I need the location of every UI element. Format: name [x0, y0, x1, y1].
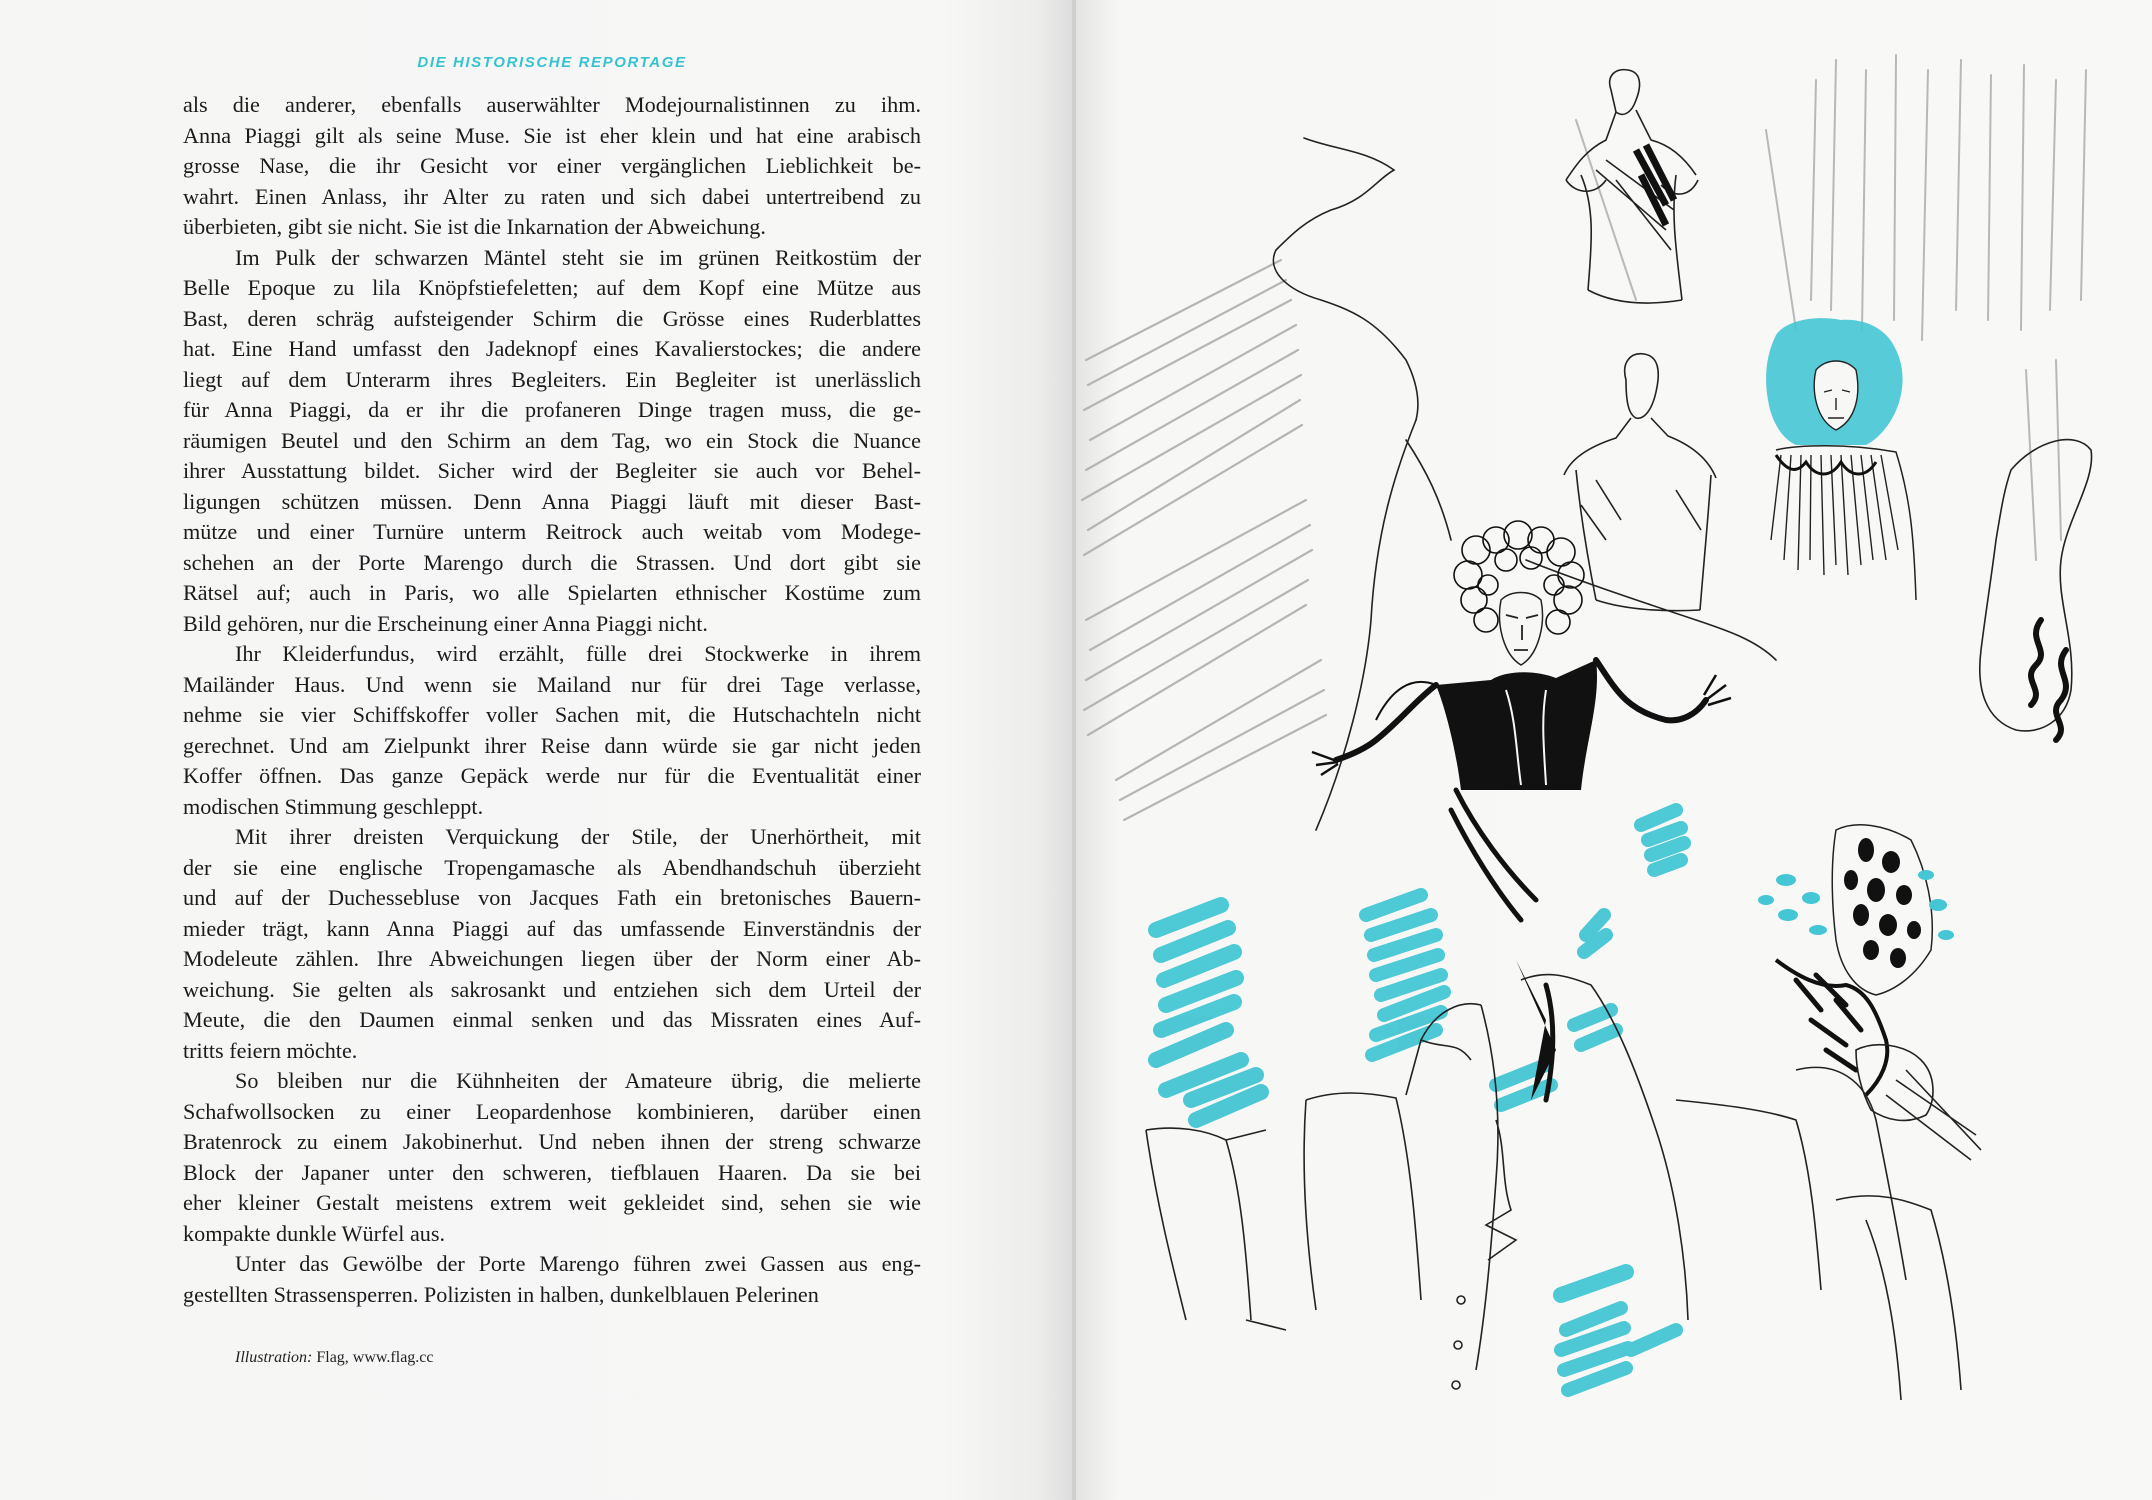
standing-man-sketch	[1564, 354, 1716, 611]
cyan-hair-figure	[1766, 318, 1916, 600]
text-line: Im Pulk der schwarzen Mäntel steht sie im grünen Reitkostüm der	[235, 244, 921, 270]
text-line: modischen Stimmung geschleppt.	[183, 793, 484, 819]
text-line: kompakte dunkle Würfel aus.	[183, 1220, 446, 1246]
text-line: liegt auf dem Unterarm ihres Begleiters. Ein Begleiter ist unerlässlich	[183, 366, 921, 392]
text-line: als die anderer, ebenfalls auserwählter Modejournalistinnen zu ihm.	[183, 92, 921, 117]
text-line: mieder trägt, kann Anna Piaggi auf das umfassende Einverständnis der	[183, 915, 921, 941]
squiggle-marks	[2031, 620, 2066, 740]
text-line: mütze und einer Turnüre unterm Reitrock auch weitab vom Modege-	[183, 519, 921, 544]
credit-text: Flag, www.flag.cc	[312, 1349, 434, 1366]
left-page	[0, 0, 1072, 1500]
text-line: tritts feiern möchte.	[183, 1037, 358, 1063]
text-line: eher kleiner Gestalt meistens extrem weit gekleidet sind, sehen sie wie	[183, 1190, 921, 1215]
text-line: gestellten Strassensperren. Polizisten in halben, dunkelblauen Pelerinen	[183, 1281, 819, 1307]
text-line: räumigen Beutel und den Schirm an dem Tag, wo ein Stock die Nuance	[183, 427, 921, 453]
running-head: DIE HISTORISCHE REPORTAGE	[417, 54, 687, 71]
text-line: weichung. Sie gelten als sakrosankt und entziehen sich dem Urteil der	[183, 976, 921, 1002]
cyan-marker-scribbles	[1366, 810, 2152, 1390]
text-line: ihrer Ausstattung bildet. Sicher wird der Begleiter sie auch vor Behel-	[183, 458, 921, 483]
top-figure-sketch	[1566, 70, 1698, 303]
text-line: der sie eine englische Tropengamasche als Abendhandschuh überzieht	[183, 854, 921, 880]
grey-scribbles-left	[1082, 260, 1326, 820]
text-line: Mit ihrer dreisten Verquickung der Stile, der Unerhörtheit, mit	[235, 824, 921, 849]
text-line: So bleiben nur die Kühnheiten der Amateure übrig, die melierte	[235, 1068, 921, 1093]
text-line: Rätsel auf; auch in Paris, wo alle Spielarten ethnischer Kostüme zum	[183, 580, 921, 605]
text-line: ligungen schützen müssen. Denn Anna Piaggi läuft mit dieser Bast-	[183, 488, 921, 514]
illustration-credit	[235, 1349, 434, 1367]
text-line: nehme sie vier Schiffskoffer voller Sachen mit, die Hutschachteln nicht	[183, 702, 921, 727]
text-line: Bratenrock zu einem Jakobinerhut. Und neben ihnen der streng schwarze	[183, 1129, 921, 1154]
text-line: Koffer öffnen. Das ganze Gepäck werde nur für die Eventualität einer	[183, 763, 921, 788]
article-body	[183, 90, 921, 1310]
grey-strokes-lower-right	[2026, 360, 2061, 560]
text-line: Ihr Kleiderfundus, wird erzählt, fülle drei Stockwerke in ihrem	[235, 641, 921, 666]
text-line: Block der Japaner unter den schweren, tiefblauen Haaren. Da sie bei	[183, 1159, 921, 1185]
curly-hair-woman	[1312, 521, 1731, 790]
text-line: Bast, deren schräg aufsteigender Schirm die Grösse eines Ruderblattes	[183, 305, 921, 331]
text-line: überbieten, gibt sie nicht. Sie ist die Inkarnation der Abweichung.	[183, 214, 766, 239]
text-line: Bild gehören, nur die Erscheinung einer Anna Piaggi nicht.	[183, 610, 708, 636]
text-line: Belle Epoque zu lila Knöpfstiefeletten; auf dem Kopf eine Mütze aus	[183, 275, 921, 300]
text-line: schehen an der Porte Marengo durch die Strassen. Und dort gibt sie	[183, 549, 921, 575]
text-line: grosse Nase, die ihr Gesicht vor einer vergänglichen Lieblichkeit be-	[183, 153, 921, 178]
text-line: Schafwollsocken zu einer Leopardenhose kombinieren, darüber einen	[183, 1098, 921, 1124]
text-line: wahrt. Einen Anlass, ihr Alter zu raten und sich dabei untertreibend zu	[183, 183, 921, 209]
text-line: für Anna Piaggi, da er ihr die profaneren Dinge tragen muss, die ge-	[183, 397, 921, 422]
text-line: Modeleute zählen. Ihre Abweichungen liegen über der Norm einer Ab-	[183, 946, 921, 971]
text-line: hat. Eine Hand umfasst den Jadeknopf eines Kavalierstockes; die andere	[183, 336, 921, 361]
text-line: Unter das Gewölbe der Porte Marengo führen zwei Gassen aus eng-	[235, 1251, 921, 1276]
text-line: Mailänder Haus. Und wenn sie Mailand nur für drei Tage verlasse,	[183, 671, 921, 697]
fashion-sketch-illustration	[1076, 0, 2152, 1500]
credit-label: Illustration:	[235, 1349, 313, 1366]
text-line: Anna Piaggi gilt als seine Muse. Sie ist eher klein und hat eine arabisch	[183, 122, 921, 148]
text-line: und auf der Duchessebluse von Jacques Fath ein bretonisches Bauern-	[183, 885, 921, 910]
text-line: Meute, die den Daumen einmal senken und das Missraten eines Auf-	[183, 1007, 921, 1032]
text-line: gerechnet. Und am Zielpunkt ihrer Reise dann würde sie gar nicht jeden	[183, 732, 921, 758]
